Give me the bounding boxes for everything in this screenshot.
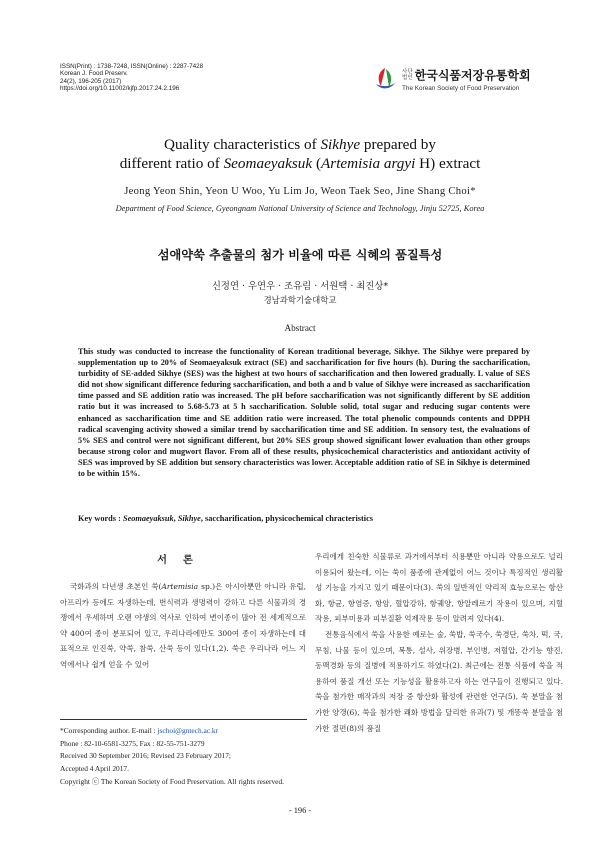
- logo-small-top: 사단: [402, 68, 413, 75]
- abstract-heading: Abstract: [284, 323, 316, 333]
- email-link[interactable]: jschoi@gntech.ac.kr: [157, 726, 219, 735]
- korean-title: 섬애약쑥 추출물의 첨가 비율에 따른 식혜의 품질특성: [157, 248, 443, 262]
- right-paragraph-2: 전통음식에서 쑥을 사용한 예로는 술, 쑥밥, 쑥국수, 쑥경단, 쑥차, 떡, 국, 무침, 나물 등이 있으며, 복통, 설사, 위장병, 부인병, 저혈압, 간기능 향진, 동맥경화 등의 질병에 적용하기도 하였다(2). 최근에는 전통 식품에 쑥을 적용하여 품질 개선 또는 기능성을 활용하고자 하는 연구들이 진행되고 있다. 쑥을 첨가한 매작과의 저장 중 항산화 활성에 관련한 연구(5), 쑥 분말을 첨가한 양갱(6), 쑥을 첨가한 쾌화 방법을 달리한 유과(7) 및 개똥쑥 분말을 첨가한 절편(8)의 품질: [315, 629, 563, 733]
- society-name-english: The Korean Society of Food Preservation: [402, 85, 520, 92]
- paper-title-line-1: Quality characteristics of Sikhye prepared by: [164, 136, 436, 153]
- accepted-date: Accepted 4 April 2017.: [60, 764, 129, 774]
- doi-link[interactable]: https://doi.org/10.11002/kjfp.2017.24.2.196: [60, 85, 180, 93]
- received-dates: Received 30 September 2016; Revised 23 February 2017;: [60, 751, 231, 761]
- section-heading-introduction: 서론: [157, 555, 209, 566]
- korean-author-list: 신정연 · 우연우 · 조유림 · 서원택 · 최진상*: [211, 281, 389, 292]
- journal-meta: [60, 63, 203, 93]
- left-column-text: 국화과의 다년생 초본인 쑥(Artemisia sp.)은 아시아뿐만 아니라 유럽, 아프리카 등에도 자생하는데, 번식력과 생명력이 강하고 다른 식물과의 경쟁에서 우세하며 오랜 야생의 역사로 인하여 변이종이 많아 전 세계적으로 약 400여 종이 분포되어 있고, 우리나라에만도 300여 종이 자생하는데 대표적으로 인진쑥, 약쑥, 참쑥, 산쑥 등이 있다(1,2). 쑥은 우리나라 어느 지역에서나 쉽게 얻을 수 있어: [60, 582, 306, 669]
- issn-line: ISSN(Print) : 1738-7248, ISSN(Online) : 2287-7428: [60, 63, 204, 70]
- volume-line: 24(2), 196-205 (2017): [60, 77, 122, 85]
- abstract-body: This study was conducted to increase the functionality of Korean traditional beverage, Sikhye. The Sikhye were prepared by supplementation up to 20% of Seomaeyaksuk extract (SE) and saccharification for five hours (h). During the saccharification, turbidity of SE-added Sikhye (SES) was the highest at two hours of saccharification and then lowered gradually. L value of SES did not show significant difference feduring saccharification, and both a and b value of Sikhye were increased as saccharification time passed and SE addition ratio was increased. The pH before saccharification was not significantly different by SE addition ratio but it was increased to 5.68-5.73 at 5 h saccharification. Soluble solid, total sugar and reducing sugar contents were enhanced as saccharification time and SE addition ratio were increased. The total phenolic compounds contents and DPPH radical scavenging activity showed a similar trend by saccharification time and SE addition. In sensory test, the evaluations of 5% SES and control were not significant different, but 20% SES group showed significant lower evaluation than other groups because strong color and mugwort flavor. From all of these results, physicochemical characteristics and antioxidant activity of SES was improved by SE addition but sensory characteristics was lower. Acceptable addition ratio of SE in Sikhye is determined to be within 15%.: [78, 347, 530, 479]
- logo-small-bottom: 법인: [402, 74, 413, 81]
- korean-affiliation: 경남과학기술대학교: [263, 295, 337, 305]
- footnote-divider: [60, 719, 307, 720]
- corresponding-author: *Corresponding author. E-mail : jschoi@gntech.ac.kr: [60, 726, 219, 735]
- copyright-notice: Copyright ⓒ The Korean Society of Food Preservation. All rights reserved.: [60, 776, 285, 786]
- author-list: Jeong Yeon Shin, Yeon U Woo, Yu Lim Jo, Weon Taek Seo, Jine Shang Choi*: [124, 186, 476, 197]
- contact-phone: Phone : 82-10-6581-3275, Fax : 82-55-751-3279: [60, 738, 205, 748]
- right-column-text: [315, 549, 563, 736]
- keywords-label: Key words :: [78, 514, 121, 523]
- page-number: - 196 -: [288, 806, 312, 815]
- keywords: Key words : Seomaeyaksuk, Sikhye, saccharification, physicochemical chracteristics: [78, 514, 373, 523]
- right-paragraph-1: 우리에게 친숙한 식물류로 과거에서부터 식용뿐만 아니라 약용으로도 널리 이용되어 왔는데, 이는 쑥이 품종에 관계없이 어느 것이나 특징적인 생리활성 기능을 가지고 있기 때문이다(3). 쑥의 일반적인 약리적 효능으로는 항산화, 항균, 항염증, 항암, 혈압강하, 항궤양, 항알레르기 작용이 있으며, 지혈작용, 피부미용과 피부질환 억제작용 등이 알려져 있다(4).: [315, 552, 563, 624]
- society-logo: [372, 66, 531, 92]
- society-logo-icon: [372, 66, 398, 92]
- society-name-korean: 한국식품저장유통학회: [414, 68, 531, 83]
- journal-name: Korean J. Food Preserv.: [60, 70, 128, 78]
- affiliation: Department of Food Science, Gyeongnam National University of Science and Technology, Jinju 52725, Korea: [115, 204, 485, 213]
- paper-title-line-2: different ratio of Seomaeyaksuk (Artemisia argyi H) extract: [119, 155, 481, 172]
- footnote: [60, 725, 310, 789]
